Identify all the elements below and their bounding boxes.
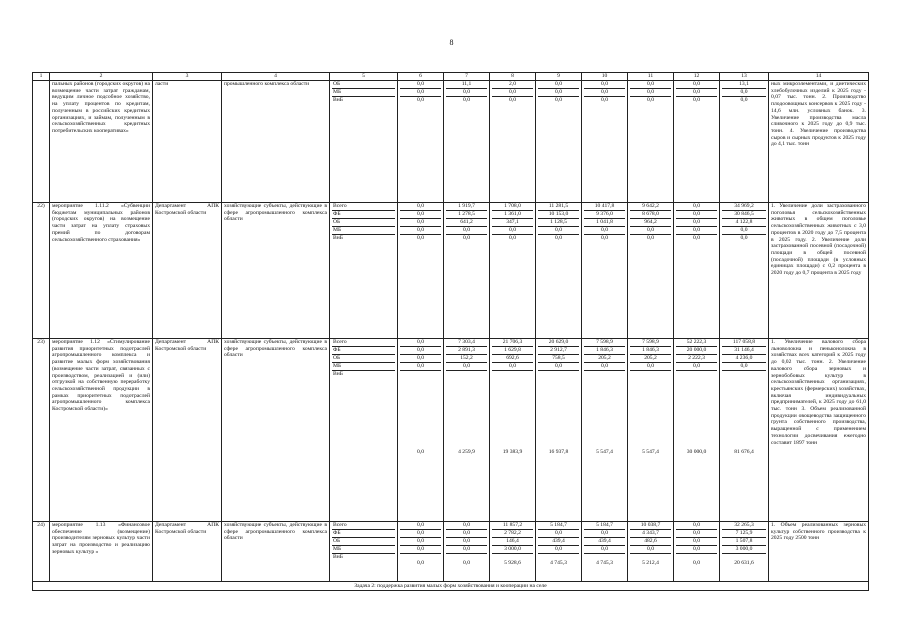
amount: 482,6: [630, 538, 671, 546]
amount: 0,0: [400, 355, 441, 363]
amount: 0,0: [400, 546, 441, 554]
amount: 0,0: [400, 363, 441, 371]
amount: 0,0: [492, 227, 533, 235]
amount: 32 265,3: [722, 522, 766, 530]
table-row: [33, 81, 869, 203]
amount: 0,0: [676, 211, 717, 219]
amount: 21 706,3: [492, 339, 533, 347]
amount: 11 281,5: [538, 203, 579, 211]
amount: 0,0: [446, 522, 487, 530]
amount: 0,0: [740, 235, 748, 241]
funding-source: ОБ: [332, 219, 395, 227]
amount: 4 122,8: [722, 219, 766, 227]
expected-results: 1. Увеличение доли застрахованного поголовья сельскохозяйственных животных в общем поголовье сельскохозяйственных животных с 3,0 процентов в 2020 году до 7,5 процента в 2025 году. 2. Увеличение доли застрахованной посевной (посадочной) площади в общей посевной (посадочной) площади (в условных единицах площади) с 0,2 процента в 2020 году до 0,7 процента в 2025 году: [769, 203, 869, 339]
header-cell: 13: [720, 73, 769, 81]
funding-source: ФБ: [332, 530, 395, 538]
header-cell: 11: [628, 73, 674, 81]
amount: 0,0: [400, 522, 441, 530]
funding-source: ВнБ: [333, 371, 343, 377]
amount: 0,0: [538, 89, 579, 97]
amount: 0,0: [676, 227, 717, 235]
responsible-executor: Департамент АПК Костромской области: [153, 339, 222, 522]
funding-source: МБ: [332, 546, 395, 554]
amount: 0,0: [584, 363, 625, 371]
funding-source: Всего: [332, 522, 395, 530]
value-cell: [490, 522, 536, 582]
amount: 4 343,7: [630, 530, 671, 538]
task-heading: Задача 2: поддержка развития малых форм хозяйствования и кооперации на селе: [33, 582, 869, 591]
amount: 0,0: [400, 89, 441, 97]
amount: 0,0: [417, 235, 424, 241]
funding-source: ОБ: [332, 81, 395, 89]
amount: 0,0: [400, 339, 441, 347]
value-cell: [628, 339, 674, 522]
responsible-executor: ласти: [153, 81, 222, 203]
amount: 10 038,7: [630, 522, 671, 530]
value-cell: [444, 203, 490, 339]
amount: 0,0: [400, 347, 441, 355]
header-cell: 5: [330, 73, 398, 81]
amount: 0,0: [676, 89, 717, 97]
amount: 0,0: [400, 81, 441, 89]
amount: 0,0: [676, 538, 717, 546]
funding-source: ФБ: [332, 211, 395, 219]
amount: 0,0: [584, 546, 625, 554]
amount: 0,0: [463, 235, 470, 241]
amount: 0,0: [722, 89, 766, 97]
amount: 0,0: [601, 97, 608, 103]
amount: 4 259,9: [458, 449, 475, 455]
amount: 0,0: [509, 97, 516, 103]
amount: 8 678,0: [630, 211, 671, 219]
value-cell: [398, 339, 444, 522]
funding-source: МБ: [332, 227, 395, 235]
amount: 0,0: [400, 219, 441, 227]
amount: 7 598,9: [630, 339, 671, 347]
amount: 10 153,0: [538, 211, 579, 219]
amount: 5 928,6: [504, 560, 521, 566]
amount: 0,0: [693, 560, 700, 566]
amount: 0,0: [509, 235, 516, 241]
amount: 439,4: [584, 538, 625, 546]
amount: 7 598,9: [584, 339, 625, 347]
amount: 10 417,8: [584, 203, 625, 211]
amount: 205,2: [630, 355, 671, 363]
value-cell: [444, 522, 490, 582]
amount: 0,0: [722, 227, 766, 235]
participants: хозяйствующие субъекты, действующие в сфере агропромышленного комплекса области: [222, 522, 330, 582]
amount: 0,0: [693, 97, 700, 103]
amount: 2 912,7: [538, 347, 579, 355]
value-cell: [674, 522, 720, 582]
amount: 0,0: [400, 211, 441, 219]
participants: промышленного комплекса области: [222, 81, 330, 203]
amount: 31 146,4: [722, 347, 766, 355]
amount: 7 125,9: [722, 530, 766, 538]
amount: 0,0: [630, 81, 671, 89]
amount: 1 507,8: [722, 538, 766, 546]
value-cell: [490, 203, 536, 339]
funding-source: Всего: [332, 339, 395, 347]
value-cell: [720, 203, 769, 339]
amount: 1 278,5: [446, 211, 487, 219]
amount: 0,0: [676, 219, 717, 227]
header-cell: 3: [153, 73, 222, 81]
header-cell: 9: [536, 73, 582, 81]
header-cell: 6: [398, 73, 444, 81]
amount: 117 058,8: [722, 339, 766, 347]
task-row: [33, 582, 869, 591]
amount: 0,0: [555, 97, 562, 103]
amount: 11 857,2: [492, 522, 533, 530]
amount: 3 000,0: [492, 546, 533, 554]
program-activities-table: [32, 72, 869, 591]
amount: 1 629,8: [492, 347, 533, 355]
amount: 0,0: [601, 235, 608, 241]
amount: 0,0: [417, 97, 424, 103]
header-cell: 4: [222, 73, 330, 81]
value-cell: [536, 81, 582, 203]
row-number: [33, 81, 50, 203]
funding-sources: [330, 522, 398, 582]
row-number: 24): [33, 522, 50, 582]
amount: 0,0: [446, 546, 487, 554]
amount: 0,0: [446, 363, 487, 371]
amount: 20 000,0: [676, 347, 717, 355]
amount: 0,0: [584, 89, 625, 97]
header-cell: 7: [444, 73, 490, 81]
value-cell: [720, 81, 769, 203]
value-cell: [582, 339, 628, 522]
amount: 0,0: [740, 97, 748, 103]
amount: 0,0: [417, 449, 424, 455]
amount: 2,0: [492, 81, 533, 89]
value-cell: [398, 81, 444, 203]
value-cell: [674, 81, 720, 203]
amount: 0,0: [584, 227, 625, 235]
amount: 347,1: [492, 219, 533, 227]
amount: 0,0: [446, 89, 487, 97]
amount: 0,0: [584, 530, 625, 538]
amount: 0,0: [676, 546, 717, 554]
activity-name: пальных районов (городских округов) на возмещение части затрат гражданам, ведущим личное подсобное хозяйство, на уплату процентов по кредитам, полученным в российских кредитных организациях, и займам, полученным в сельскохозяйственных кредитных потребительских кооперативах»: [50, 81, 153, 203]
expected-results: 1. Объем реализованных зерновых культур собственного производства к 2025 году 2500 тонн: [769, 522, 869, 582]
header-cell: 8: [490, 73, 536, 81]
amount: 439,4: [538, 538, 579, 546]
funding-source: ФБ: [332, 347, 395, 355]
activity-name: мероприятие 1.12 «Стимулирование развития приоритетных подотраслей агропромышленного комплекса и развитие малых форм хозяйствования (возмещение части затрат, связанных с производством, реализацией и (или) отгрузкой на собственную переработку сельскохозяйственной продукции в рамках приоритетных подотраслей агропромышленного комплекса Костромской области)»: [50, 339, 153, 522]
amount: 16 937,8: [548, 449, 569, 455]
funding-source: ОБ: [332, 538, 395, 546]
amount: 0,0: [400, 538, 441, 546]
amount: 2 782,2: [492, 530, 533, 538]
funding-source: МБ: [332, 363, 395, 371]
amount: 5 212,4: [642, 560, 659, 566]
amount: 5 547,4: [596, 449, 613, 455]
amount: 0,0: [400, 203, 441, 211]
amount: 5 547,4: [642, 449, 659, 455]
value-cell: [536, 203, 582, 339]
amount: 0,0: [538, 530, 579, 538]
funding-sources: [330, 339, 398, 522]
header-cell: 2: [50, 73, 153, 81]
amount: 5 184,7: [538, 522, 579, 530]
amount: 2 891,3: [446, 347, 487, 355]
amount: 0,0: [647, 97, 654, 103]
header-cell: 10: [582, 73, 628, 81]
header-cell: 14: [769, 73, 869, 81]
amount: 7 303,4: [446, 339, 487, 347]
amount: 9 376,0: [584, 211, 625, 219]
expected-results: 1. Увеличение валового сбора льноволокна и пеньконолокна в хозяйствах всех категорий к 2025 году до 0,02 тыс. тонн. 2. Увеличение валового сбора зерновых и зернобобовых культур в сельскохозяйственных организациях, крестьянских (фермерских) хозяйствах, включая индивидуальных предпринимателей, к 2025 году до 61,0 тыс. тонн 3. Объем реализованной продукции овощеводства защищенного грунта собственного производства, выращенной с применением технологии досвечивания ежегодно составит 1897 тонн: [769, 339, 869, 522]
amount: 0,0: [676, 363, 717, 371]
amount: 152,2: [446, 355, 487, 363]
amount: 964,2: [630, 219, 671, 227]
amount: 205,2: [584, 355, 625, 363]
value-cell: [444, 81, 490, 203]
amount: 1 846,3: [584, 347, 625, 355]
page-number: 8: [449, 38, 454, 47]
funding-source: МБ: [332, 89, 395, 97]
value-cell: [674, 339, 720, 522]
amount: 0,0: [676, 530, 717, 538]
amount: 0,0: [463, 560, 470, 566]
row-number: 22): [33, 203, 50, 339]
value-cell: [628, 203, 674, 339]
amount: 20 629,0: [538, 339, 579, 347]
amount: 1 846,3: [630, 347, 671, 355]
amount: 19 383,9: [502, 449, 523, 455]
table-row: [33, 522, 869, 582]
header-cell: 1: [33, 73, 50, 81]
amount: 0,0: [538, 227, 579, 235]
amount: 0,0: [492, 363, 533, 371]
amount: 11,1: [446, 81, 487, 89]
value-cell: [674, 203, 720, 339]
amount: 641,2: [446, 219, 487, 227]
row-number: 23): [33, 339, 50, 522]
funding-source: ОБ: [332, 355, 395, 363]
amount: 0,0: [463, 97, 470, 103]
value-cell: [582, 203, 628, 339]
amount: 0,0: [676, 81, 717, 89]
amount: 0,0: [630, 546, 671, 554]
amount: 0,0: [630, 363, 671, 371]
value-cell: [444, 339, 490, 522]
value-cell: [628, 522, 674, 582]
amount: 758,5: [538, 355, 579, 363]
amount: 0,0: [446, 227, 487, 235]
amount: 1 128,5: [538, 219, 579, 227]
activity-name: мероприятие 1.13 «Финансовое обеспечение (возмещение) производителям зерновых культур части затрат на производство и реализацию зерновых культур »: [50, 522, 153, 582]
amount: 30 846,5: [722, 211, 766, 219]
responsible-executor: Департамент АПК Костромской области: [153, 203, 222, 339]
amount: 0,0: [555, 235, 562, 241]
amount: 9 642,2: [630, 203, 671, 211]
amount: 0,0: [400, 227, 441, 235]
amount: 0,0: [584, 81, 625, 89]
amount: 0,0: [400, 530, 441, 538]
participants: хозяйствующие субъекты, действующие в сфере агропромышленного комплекса области: [222, 203, 330, 339]
amount: 1 361,0: [492, 211, 533, 219]
amount: 1 041,8: [584, 219, 625, 227]
value-cell: [490, 339, 536, 522]
amount: 0,0: [538, 81, 579, 89]
amount: 20 631,6: [734, 560, 754, 566]
amount: 4 745,3: [550, 560, 567, 566]
amount: 0,0: [647, 235, 654, 241]
amount: 52 222,3: [676, 339, 717, 347]
table-row: [33, 203, 869, 339]
amount: 0,0: [676, 203, 717, 211]
amount: 0,0: [446, 538, 487, 546]
value-cell: [720, 339, 769, 522]
value-cell: [398, 203, 444, 339]
activity-name: мероприятие 1.11.2 «Субвенции бюджетам муниципальных районов (городских округов) на возмещение части затрат на уплату страховых премий по договорам сельскохозяйственного страхования»: [50, 203, 153, 339]
participants: хозяйствующие субъекты, действующие в сфере агропромышленного комплекса области: [222, 339, 330, 522]
amount: 2 222,3: [676, 355, 717, 363]
amount: 4 745,3: [596, 560, 613, 566]
header-cell: 12: [674, 73, 720, 81]
funding-source: ВнБ: [333, 97, 343, 103]
responsible-executor: Департамент АПК Костромской области: [153, 522, 222, 582]
expected-results: ных микроэлементами, и диетических хлебобулочных изделий к 2025 году - 0,07 тыс. тонн. 2. Производство плодоовощных консервов к 2025 году - 14,6 млн. условных банок. 3. Увеличение производства масла сливочного к 2025 году до 0,9 тыс. тонн. 4. Увеличение производства сыров и сырных продуктов к 2025 году до 4,1 тыс. тонн: [769, 81, 869, 203]
amount: 0,0: [492, 89, 533, 97]
amount: 0,0: [722, 363, 766, 371]
amount: 1 919,7: [446, 203, 487, 211]
amount: 34 969,2: [722, 203, 766, 211]
table-body: [33, 81, 869, 582]
amount: 30 000,0: [686, 449, 707, 455]
value-cell: [536, 339, 582, 522]
value-cell: [582, 522, 628, 582]
header-row: [33, 73, 869, 81]
value-cell: [720, 522, 769, 582]
amount: 692,6: [492, 355, 533, 363]
table-row: [33, 339, 869, 522]
amount: 0,0: [538, 546, 579, 554]
amount: 0,0: [630, 227, 671, 235]
funding-source: ВнБ: [333, 235, 343, 241]
amount: 0,0: [693, 235, 700, 241]
value-cell: [536, 522, 582, 582]
amount: 4 236,0: [722, 355, 766, 363]
funding-sources: [330, 203, 398, 339]
amount: 13,1: [722, 81, 766, 89]
funding-sources: [330, 81, 398, 203]
amount: 0,0: [417, 560, 424, 566]
funding-source: Всего: [332, 203, 395, 211]
amount: 0,0: [630, 89, 671, 97]
value-cell: [582, 81, 628, 203]
amount: 0,0: [676, 522, 717, 530]
amount: 0,0: [538, 363, 579, 371]
amount: 5 184,7: [584, 522, 625, 530]
value-cell: [628, 81, 674, 203]
amount: 3 000,0: [722, 546, 766, 554]
amount: 1 708,0: [492, 203, 533, 211]
amount: 81 676,4: [734, 449, 754, 455]
funding-source: ВнБ: [333, 554, 343, 560]
amount: 0,0: [446, 530, 487, 538]
value-cell: [490, 81, 536, 203]
amount: 146,4: [492, 538, 533, 546]
value-cell: [398, 522, 444, 582]
